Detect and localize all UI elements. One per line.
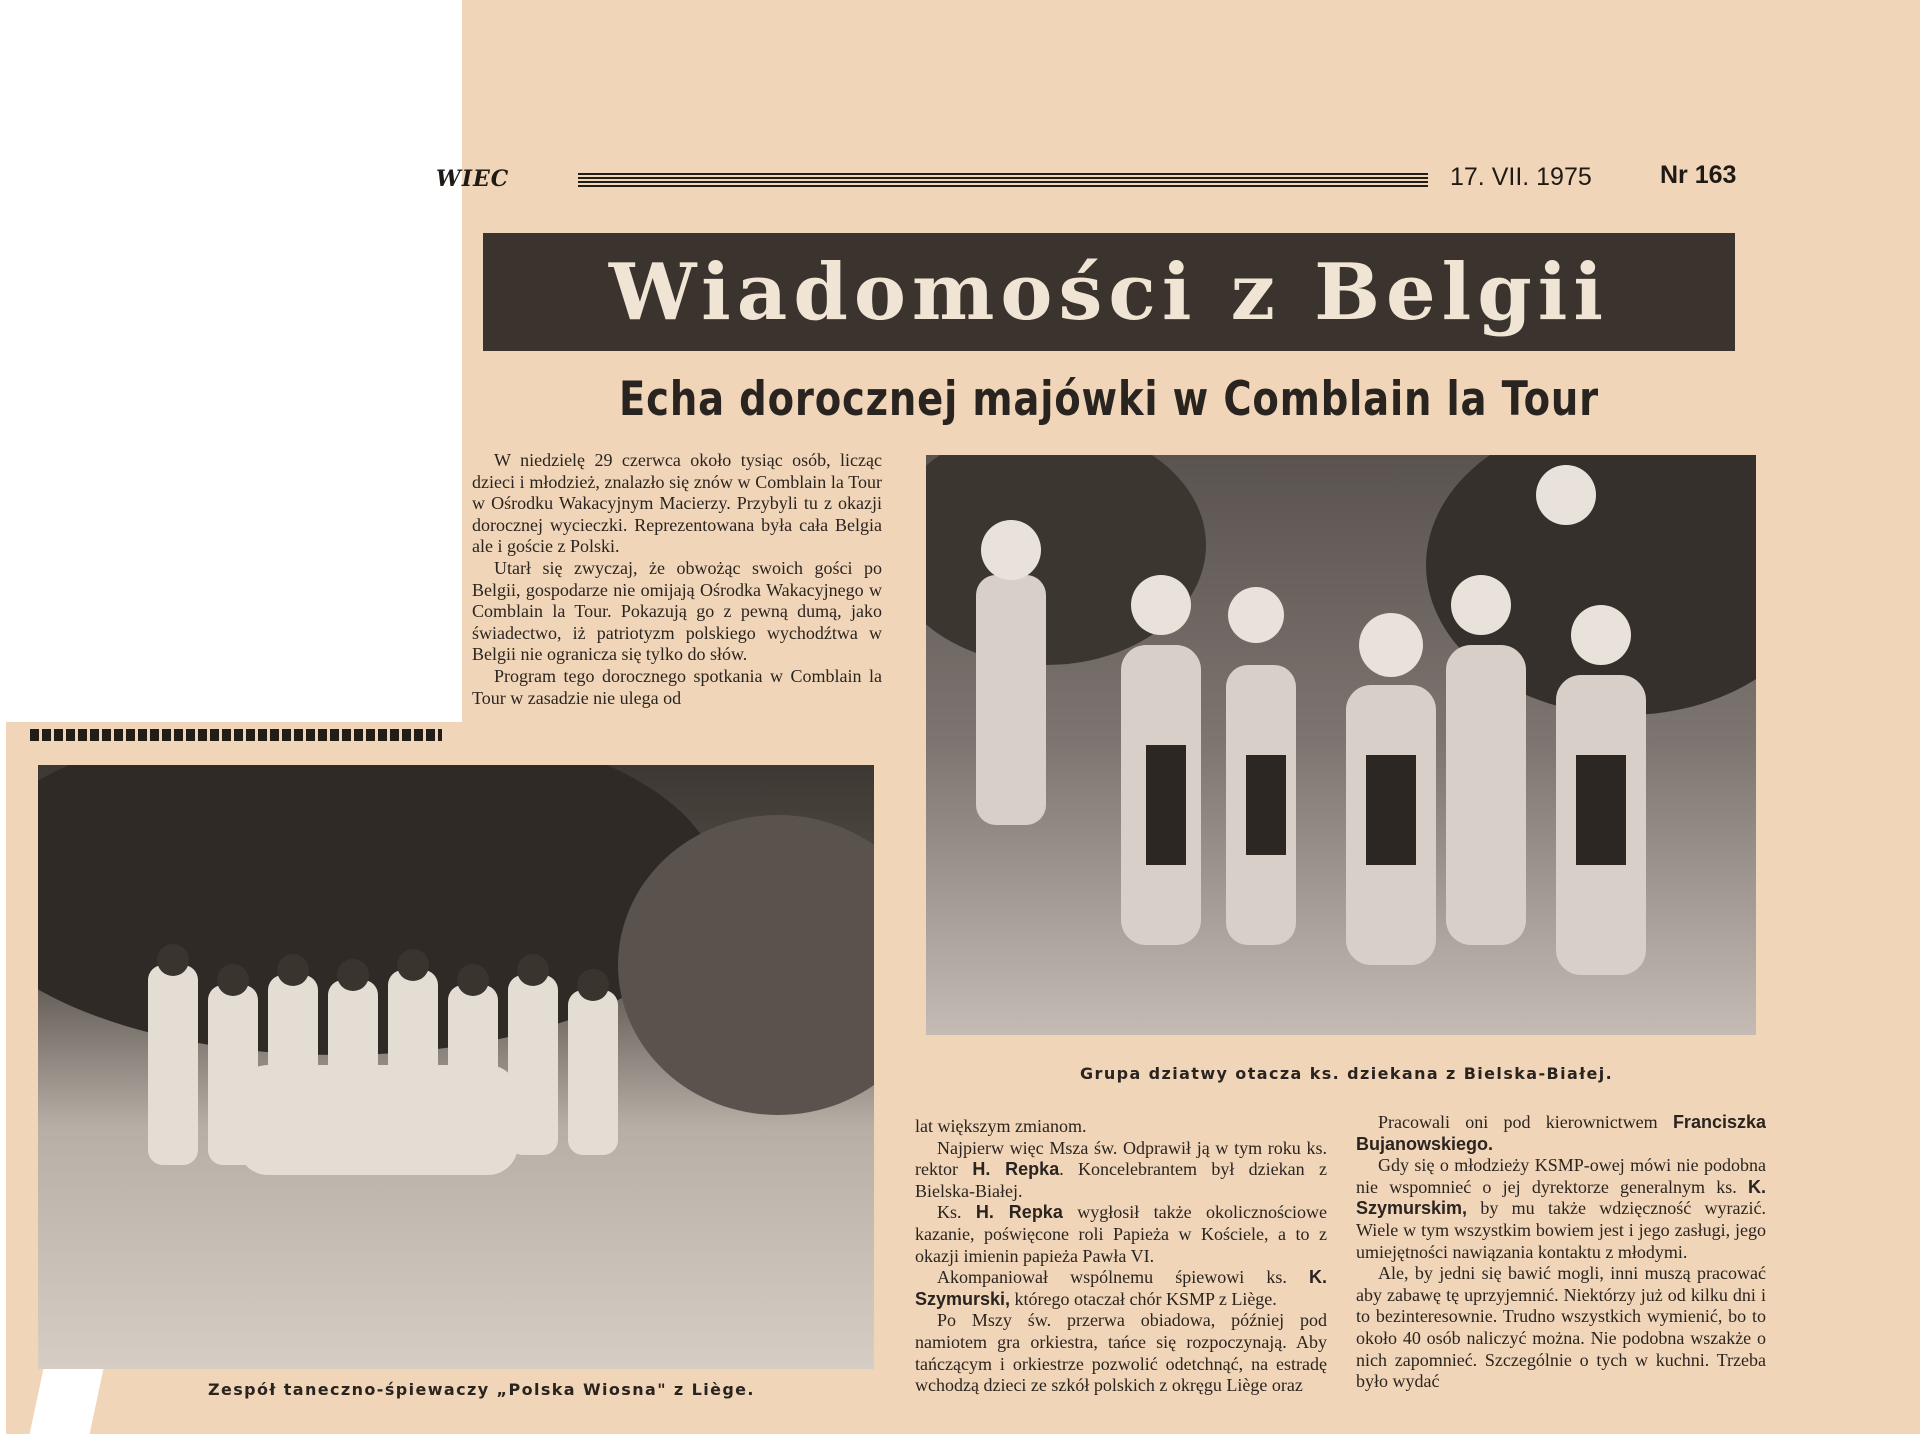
person-name: K. Szymurskim, (1356, 1176, 1766, 1219)
masthead-rule (578, 173, 1428, 189)
dashed-rule (30, 729, 442, 741)
text-run: Akompaniował wspólnemu śpiewowi ks. (937, 1267, 1309, 1288)
text-run: którego otaczał chór KSMP z Liège. (1010, 1288, 1277, 1309)
section-banner (483, 233, 1735, 351)
photo-caption: Zespół taneczno-śpiewaczy „Polska Wiosna" z Liège. (208, 1380, 755, 1399)
paragraph (915, 1138, 1327, 1203)
text-run: Pracowali oni pod kierownictwem (1378, 1112, 1673, 1132)
person-name: Franciszka Bujanowskiego. (1356, 1112, 1766, 1154)
text-run: Gdy się o młodzieży KSMP-owej mówi nie podobna nie wspomnieć o jej dyrektorze generalnym ks. (1356, 1155, 1766, 1197)
person-name: K. Szymurski, (915, 1267, 1327, 1309)
paragraph (1356, 1112, 1766, 1155)
photo-caption: Grupa dziatwy otacza ks. dziekana z Bielska-Białej. (1080, 1064, 1614, 1083)
text-run: by mu także wdzięczność wyrazić. Wiele w tym wszystkim bowiem jest i jego zasługi, jego umiejętności nawiązania kontaktu z młodymi. (1356, 1198, 1766, 1262)
person-name: H. Repka (972, 1159, 1060, 1180)
paragraph (1356, 1155, 1766, 1263)
section-title: Wiadomości z Belgii (608, 246, 1610, 338)
masthead-date: 17. VII. 1975 (1450, 163, 1592, 191)
masthead-name: WIEC (436, 166, 510, 192)
paragraph: Program tego dorocznego spotkania w Comblain la Tour w zasadzie nie ulega od (472, 665, 882, 708)
text-run: Najpierw więc Msza św. Odprawił ją w tym roku ks. rektor (915, 1137, 1327, 1180)
text-run: Ks. (937, 1202, 976, 1223)
text-run: . Koncelebrantem był dziekan z Bielska-Białej. (915, 1159, 1327, 1201)
paragraph: Ale, by jedni się bawić mogli, inni muszą pracować aby zabawę tę uprzyjemnić. Niektórzy już od kilku dni i to bezinteresownie. Trudno wszystkich wymienić, bo to około 40 osób naliczyć można. Nie podobna wszakże o nich zapomnieć. Szczególnie o tych w kuchni. Trzeba było wydać (1356, 1263, 1766, 1392)
text-column-1 (472, 450, 882, 740)
paragraph (915, 1267, 1327, 1310)
paragraph: Utarł się zwyczaj, że obwożąc swoich gości po Belgii, gospodarze nie omijają Ośrodka Wakacyjnego w Comblain la Tour. Pokazują go z pewną dumą, jako świadectwo, iż patriotyzm polskiego wychodźtwa w Belgii nie ogranicza się tylko do słów. (472, 557, 882, 665)
article-headline: Echa dorocznej majówki w Comblain la Tour (619, 372, 1599, 427)
photo-children-group (926, 455, 1756, 1035)
paragraph (915, 1202, 1327, 1267)
text-run: wygłosił także okolicznościowe kazanie, poświęcone roli Papieża w Kościele, a to z okazji imienin papieża Pawła VI. (915, 1202, 1327, 1266)
text-column-3 (1356, 1112, 1766, 1434)
paragraph: W niedzielę 29 czerwca około tysiąc osób, licząc dzieci i młodzież, znalazło się znów w Comblain la Tour w Ośrodku Wakacyjnym Macierzy. Przybyli tu z okazji dorocznej wycieczki. Reprezentowana była cała Belgia ale i goście z Polski. (472, 450, 882, 557)
masthead-issue: Nr 163 (1660, 161, 1737, 189)
paragraph: lat większym zmianom. (915, 1116, 1087, 1136)
text-column-2 (915, 1116, 1327, 1434)
photo-dance-group (38, 765, 874, 1369)
person-name: H. Repka (975, 1202, 1063, 1223)
paragraph: Po Mszy św. przerwa obiadowa, później pod namiotem gra orkiestra, tańce się rozpoczynają. Aby tańczącym i orkiestrze pozwolić odetchnąć, na estradę wchodzą dzieci ze szkół polskich z okręgu Liège oraz (915, 1310, 1327, 1396)
